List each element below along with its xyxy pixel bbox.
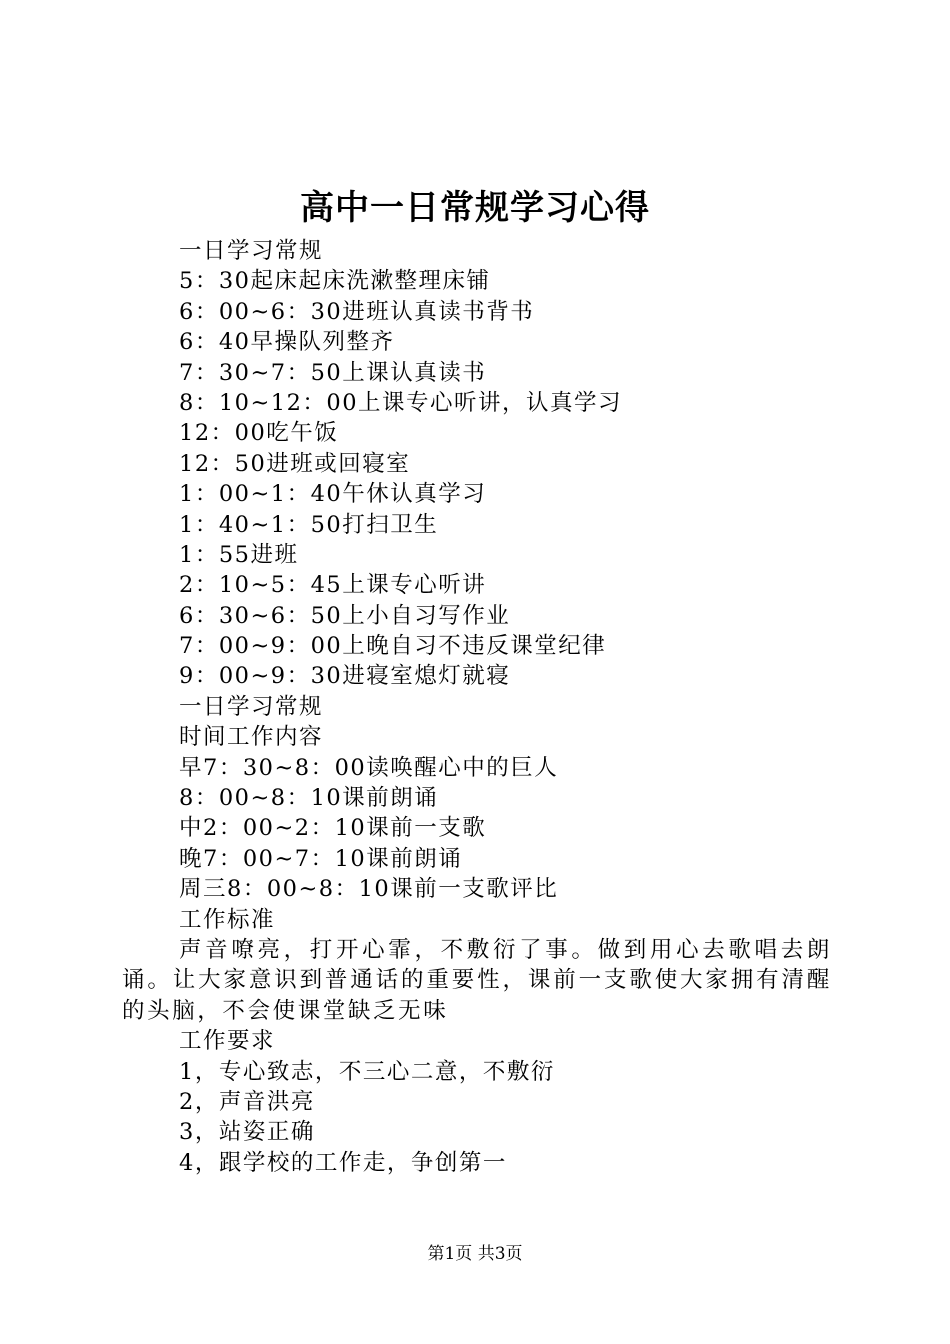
text-line: 1：40~1：50打扫卫生 — [179, 511, 439, 538]
text-line: 周三8：00~8：10课前一支歌评比 — [179, 876, 559, 903]
text-line: 5：30起床起床洗漱整理床铺 — [179, 268, 491, 295]
text-line: 工作标准 — [179, 906, 276, 933]
body-paragraph: 声音嘹亮，打开心霏，不敷衍了事。做到用心去歌唱去朗诵。让大家意识到普通话的重要性，课前一支歌使大家拥有清醒的头脑，不会使课堂缺乏无味 — [122, 936, 832, 1024]
text-line: 4，跟学校的工作走，争创第一 — [179, 1149, 507, 1176]
document-title: 高中一日常规学习心得 — [300, 188, 650, 228]
text-line: 1：55进班 — [179, 541, 299, 568]
text-line: 一日学习常规 — [179, 238, 324, 264]
text-line: 12：00吃午饭 — [179, 420, 339, 447]
text-line: 8：00~8：10课前朗诵 — [179, 785, 439, 812]
text-line: 晚7：00~7：10课前朗诵 — [179, 845, 463, 872]
text-line: 12：50进班或回寝室 — [179, 450, 411, 477]
text-line: 6：30~6：50上小自习写作业 — [179, 602, 511, 629]
text-line: 6：00~6：30进班认真读书背书 — [179, 298, 535, 325]
text-line: 早7：30~8：00读唤醒心中的巨人 — [179, 754, 559, 781]
text-line: 8：10~12：00上课专心听讲，认真学习 — [179, 389, 623, 416]
text-line: 9：00~9：30进寝室熄灯就寝 — [179, 663, 511, 690]
text-line: 中2：00~2：10课前一支歌 — [179, 815, 487, 842]
text-line: 7：00~9：00上晚自习不违反课堂纪律 — [179, 633, 607, 660]
page-footer: 第1页 共3页 — [427, 1244, 523, 1264]
text-line: 3，站姿正确 — [179, 1119, 315, 1146]
text-line: 一日学习常规 — [179, 693, 324, 720]
document-body — [122, 236, 832, 1178]
text-line: 时间工作内容 — [179, 724, 324, 751]
text-line: 2，声音洪亮 — [179, 1088, 315, 1115]
text-line: 6：40早操队列整齐 — [179, 329, 395, 356]
text-line: 1：00~1：40午休认真学习 — [179, 481, 487, 508]
text-line: 2：10~5：45上课专心听讲 — [179, 572, 487, 599]
text-line: 1，专心致志，不三心二意，不敷衍 — [179, 1058, 555, 1085]
text-line: 工作要求 — [179, 1028, 276, 1055]
text-line: 7：30~7：50上课认真读书 — [179, 359, 487, 386]
